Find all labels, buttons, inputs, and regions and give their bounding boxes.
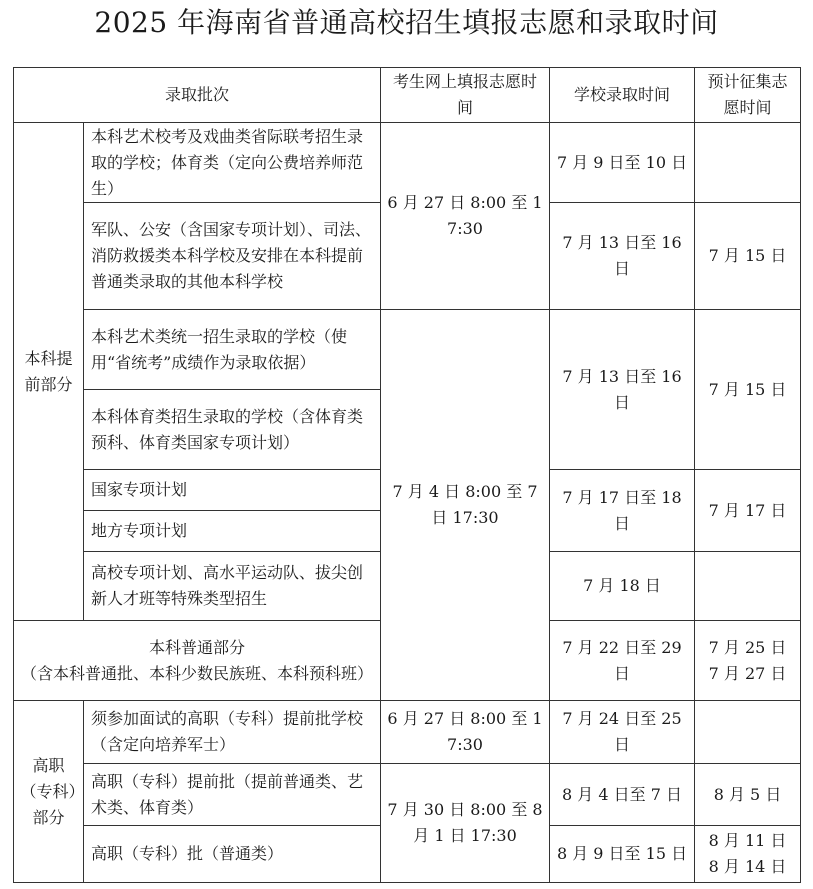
fill-time-cell: 6 月 27 日 8:00 至 17:30 [381,123,550,310]
admission-time-cell: 7 月 17 日至 18 日 [550,470,695,552]
header-batch: 录取批次 [14,68,381,123]
batch-name: 军队、公安（含国家专项计划）、司法、消防救援类本科学校及安排在本科提前普通类录取的其他本科学校 [84,203,381,310]
header-fill-time: 考生网上填报志愿时间 [381,68,550,123]
fill-time-cell: 7 月 4 日 8:00 至 7 日 17:30 [381,310,550,701]
fill-time-cell: 6 月 27 日 8:00 至 17:30 [381,701,550,764]
table-row [14,764,801,826]
solicit-time-cell: 8 月 5 日 [695,764,801,826]
batch-name: 高职（专科）提前批（提前普通类、艺术类、体育类） [84,764,381,826]
solicit-time-cell [695,826,801,883]
solicit-time-cell: 7 月 15 日 [695,203,801,310]
batch-name-undergrad-regular [14,621,381,701]
batch-name-line: 本科普通部分 [149,637,246,657]
solicit-date: 8 月 14 日 [708,857,787,876]
batch-name: 本科艺术校考及戏曲类省际联考招生录取的学校；体育类（定向公费培养师范生） [84,123,381,203]
batch-name-line: （含本科普通批、本科少数民族班、本科预科班） [21,663,374,683]
admission-time-cell: 8 月 4 日至 7 日 [550,764,695,826]
admission-time-cell: 7 月 24 日至 25 日 [550,701,695,764]
solicit-time-cell [695,123,801,203]
solicit-date: 8 月 11 日 [708,831,787,850]
solicit-date: 7 月 27 日 [708,663,787,683]
batch-name: 本科体育类招生录取的学校（含体育类预科、体育类国家专项计划） [84,390,381,470]
solicit-time-cell [695,701,801,764]
admission-time-cell: 7 月 22 日至 29 日 [550,621,695,701]
batch-name: 地方专项计划 [84,511,381,552]
table-header-row [14,68,801,123]
table-row [14,701,801,764]
admission-time-cell: 7 月 18 日 [550,552,695,621]
table-row [14,123,801,203]
admission-schedule-table [13,67,801,883]
batch-name: 高职（专科）批（普通类） [84,826,381,883]
fill-time-cell: 7 月 30 日 8:00 至 8 月 1 日 17:30 [381,764,550,883]
header-solicit-time: 预计征集志愿时间 [695,68,801,123]
admission-time-cell: 7 月 13 日至 16 日 [550,203,695,310]
solicit-time-cell [695,621,801,701]
admission-time-cell: 7 月 13 日至 16 日 [550,310,695,470]
solicit-time-cell [695,552,801,621]
page-title: 2025 年海南省普通高校招生填报志愿和录取时间 [94,6,719,39]
batch-name: 高校专项计划、高水平运动队、拔尖创新人才班等特殊类型招生 [84,552,381,621]
batch-name: 须参加面试的高职（专科）提前批学校（含定向培养军士） [84,701,381,764]
solicit-time-cell: 7 月 15 日 [695,310,801,470]
admission-time-cell: 7 月 9 日至 10 日 [550,123,695,203]
admission-time-cell: 8 月 9 日至 15 日 [550,826,695,883]
solicit-time-cell: 7 月 17 日 [695,470,801,552]
group-vocational: 高职（专科）部分 [14,701,84,883]
batch-name: 本科艺术类统一招生录取的学校（使用“省统考”成绩作为录取依据） [84,310,381,390]
header-admission-time: 学校录取时间 [550,68,695,123]
solicit-date: 7 月 25 日 [708,637,787,657]
table-row [14,310,801,390]
group-undergrad-advance: 本科提前部分 [14,123,84,621]
batch-name: 国家专项计划 [84,470,381,511]
